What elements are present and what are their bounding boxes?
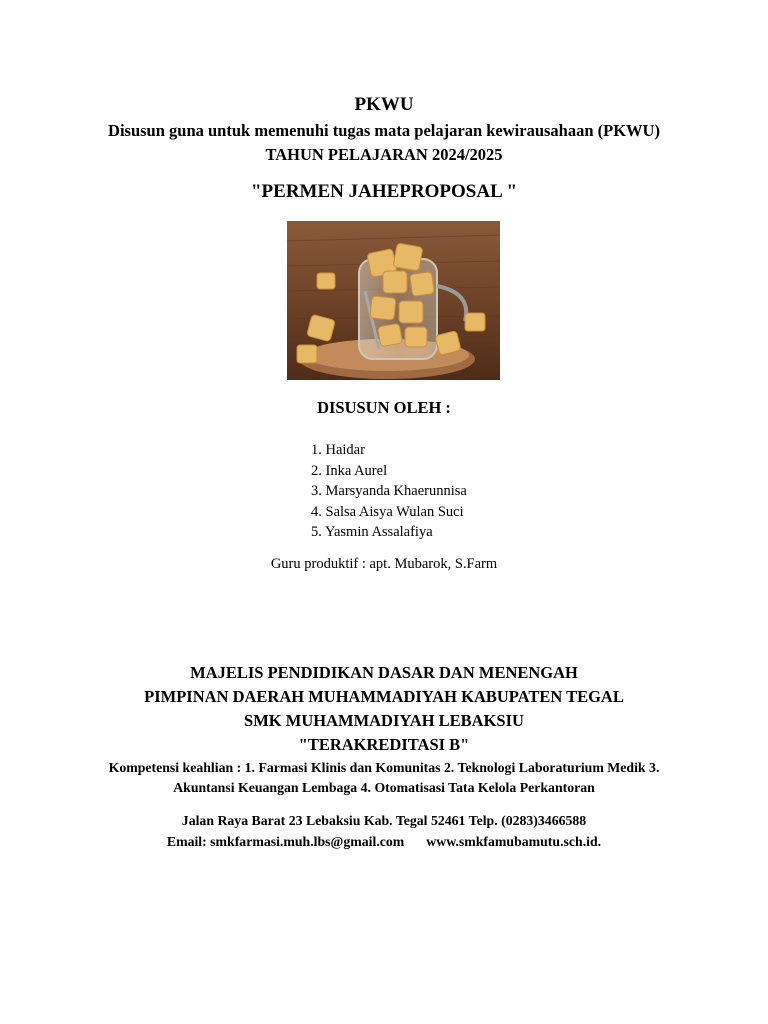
competency-line-1: Kompetensi keahlian : 1. Farmasi Klinis dan Komunitas 2. Teknologi Laboraturium Medik 3. <box>108 760 660 775</box>
document-subtitle: Disusun guna untuk memenuhi tugas mata pelajaran kewirausahaan (PKWU) <box>108 121 660 140</box>
academic-year: TAHUN PELAJARAN 2024/2025 <box>265 145 503 164</box>
competency-line-2: Akuntansi Keuangan Lembaga 4. Otomatisasi Tata Kelola Perkantoran <box>173 780 595 795</box>
teacher-line: Guru produktif : apt. Mubarok, S.Farm <box>270 556 498 572</box>
institution-line-1: MAJELIS PENDIDIKAN DASAR DAN MENENGAH <box>190 663 578 682</box>
proposal-title: "PERMEN JAHEPROPOSAL " <box>251 181 517 202</box>
school-name: SMK MUHAMMADIYAH LEBAKSIU <box>244 711 524 730</box>
authors-heading: DISUSUN OLEH : <box>317 398 451 417</box>
institution-line-2: PIMPINAN DAERAH MUHAMMADIYAH KABUPATEN TEGAL <box>144 687 624 706</box>
document-title: PKWU <box>354 94 414 115</box>
member-list <box>311 440 467 543</box>
list-item: 4. Salsa Aisya Wulan Suci <box>311 503 464 520</box>
email-text: Email: smkfarmasi.muh.lbs@gmail.com <box>166 834 405 849</box>
list-item: 1. Haidar <box>311 442 365 458</box>
list-item: 5. Yasmin Assalafiya <box>311 524 433 540</box>
ginger-candy-photo <box>287 221 500 380</box>
website-link[interactable]: www.smkfamubamutu.sch.id. <box>426 834 602 849</box>
list-item: 2. Inka Aurel <box>311 462 388 479</box>
list-item: 3. Marsyanda Khaerunnisa <box>311 483 467 499</box>
accreditation: "TERAKREDITASI B" <box>298 735 470 754</box>
school-address: Jalan Raya Barat 23 Lebaksiu Kab. Tegal 52461 Telp. (0283)3466588 <box>181 813 587 828</box>
contact-line <box>0 834 768 850</box>
